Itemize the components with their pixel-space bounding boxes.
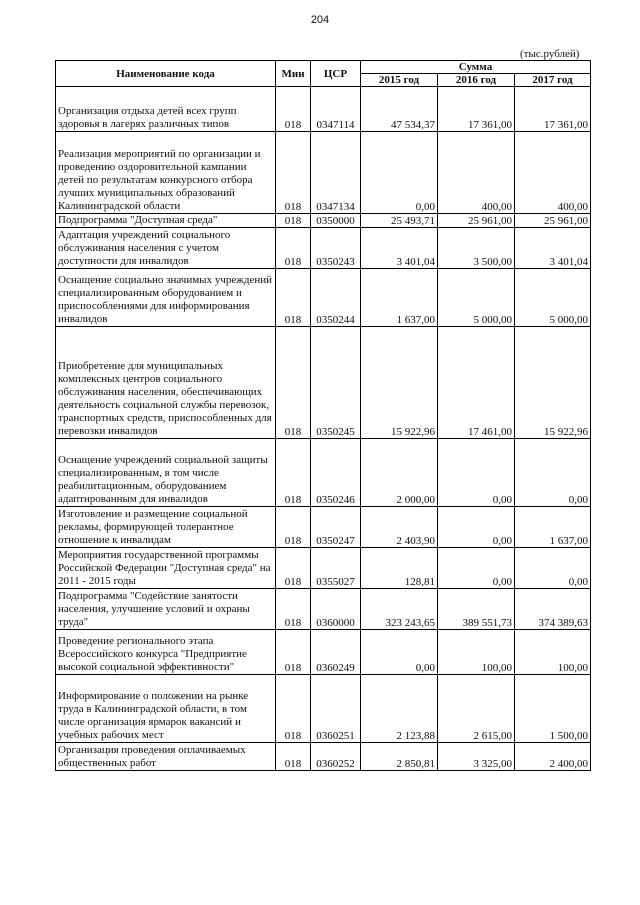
row-csr: 0350243 bbox=[311, 228, 361, 269]
row-min: 018 bbox=[276, 327, 311, 439]
row-2017: 100,00 bbox=[515, 630, 591, 675]
row-2015: 128,81 bbox=[361, 548, 438, 589]
row-csr: 0347114 bbox=[311, 87, 361, 132]
row-csr: 0350246 bbox=[311, 439, 361, 507]
row-min: 018 bbox=[276, 228, 311, 269]
row-csr: 0347134 bbox=[311, 132, 361, 214]
row-min: 018 bbox=[276, 132, 311, 214]
table-row bbox=[56, 214, 591, 228]
header-csr: ЦСР bbox=[311, 61, 361, 87]
row-csr: 0360000 bbox=[311, 589, 361, 630]
row-csr: 0360249 bbox=[311, 630, 361, 675]
row-name: Подпрограмма "Содействие занятости населения, улучшение условий и охраны труда" bbox=[56, 589, 276, 630]
row-csr: 0355027 bbox=[311, 548, 361, 589]
row-name: Реализация мероприятий по организации и проведению оздоровительной кампании детей по результатам конкурсного отбора лучших муниципальных образований Калининградской области bbox=[56, 132, 276, 214]
table-row bbox=[56, 87, 591, 132]
row-2016: 2 615,00 bbox=[438, 675, 515, 743]
row-name: Организация проведения оплачиваемых общественных работ bbox=[56, 743, 276, 771]
row-name: Оснащение учреждений социальной защиты специализированным, в том числе реабилитационным, оборудованием адаптированным для инвалидов bbox=[56, 439, 276, 507]
row-2016: 5 000,00 bbox=[438, 269, 515, 327]
row-min: 018 bbox=[276, 675, 311, 743]
row-2016: 17 361,00 bbox=[438, 87, 515, 132]
row-2017: 3 401,04 bbox=[515, 228, 591, 269]
row-csr: 0350000 bbox=[311, 214, 361, 228]
row-2016: 0,00 bbox=[438, 439, 515, 507]
table-row bbox=[56, 743, 591, 771]
row-min: 018 bbox=[276, 214, 311, 228]
row-name: Изготовление и размещение социальной рекламы, формирующей толерантное отношение к инвалидам bbox=[56, 507, 276, 548]
table-row bbox=[56, 675, 591, 743]
page-number: 204 bbox=[310, 14, 330, 26]
row-name: Мероприятия государственной программы Российской Федерации "Доступная среда" на 2011 - 2015 годы bbox=[56, 548, 276, 589]
table-row bbox=[56, 132, 591, 214]
row-csr: 0350244 bbox=[311, 269, 361, 327]
table-row bbox=[56, 269, 591, 327]
row-name: Приобретение для муниципальных комплексных центров социального обслуживания населения, обеспечивающих деятельность социальной службы перевозок, транспортных средств, приспособленных для перевозки инвалидов bbox=[56, 327, 276, 439]
header-min: Мин bbox=[276, 61, 311, 87]
row-2016: 389 551,73 bbox=[438, 589, 515, 630]
row-2016: 25 961,00 bbox=[438, 214, 515, 228]
row-2015: 0,00 bbox=[361, 132, 438, 214]
row-2016: 0,00 bbox=[438, 507, 515, 548]
row-2015: 1 637,00 bbox=[361, 269, 438, 327]
row-min: 018 bbox=[276, 548, 311, 589]
table-row bbox=[56, 548, 591, 589]
row-csr: 0360251 bbox=[311, 675, 361, 743]
row-2015: 2 850,81 bbox=[361, 743, 438, 771]
table-row bbox=[56, 589, 591, 630]
row-name: Информирование о положении на рынке труда в Калининградской области, в том числе организация ярмарок вакансий и учебных рабочих мест bbox=[56, 675, 276, 743]
row-name: Оснащение социально значимых учреждений специализированным оборудованием и приспособлениями для информирования инвалидов bbox=[56, 269, 276, 327]
row-min: 018 bbox=[276, 87, 311, 132]
row-2016: 100,00 bbox=[438, 630, 515, 675]
row-2017: 0,00 bbox=[515, 439, 591, 507]
row-2016: 0,00 bbox=[438, 548, 515, 589]
header-2015: 2015 год bbox=[361, 74, 438, 87]
row-2016: 3 325,00 bbox=[438, 743, 515, 771]
row-min: 018 bbox=[276, 439, 311, 507]
row-min: 018 bbox=[276, 630, 311, 675]
row-2017: 25 961,00 bbox=[515, 214, 591, 228]
row-2017: 400,00 bbox=[515, 132, 591, 214]
table-row bbox=[56, 327, 591, 439]
row-name: Подпрограмма "Доступная среда" bbox=[56, 214, 276, 228]
row-name: Проведение регионального этапа Всероссийского конкурса "Предприятие высокой социальной эффективности" bbox=[56, 630, 276, 675]
row-2017: 2 400,00 bbox=[515, 743, 591, 771]
header-2017: 2017 год bbox=[515, 74, 591, 87]
budget-table bbox=[55, 60, 591, 771]
row-2015: 2 123,88 bbox=[361, 675, 438, 743]
row-csr: 0360252 bbox=[311, 743, 361, 771]
row-2015: 3 401,04 bbox=[361, 228, 438, 269]
row-2015: 0,00 bbox=[361, 630, 438, 675]
row-2017: 374 389,63 bbox=[515, 589, 591, 630]
table-row bbox=[56, 228, 591, 269]
row-min: 018 bbox=[276, 507, 311, 548]
row-2017: 1 500,00 bbox=[515, 675, 591, 743]
row-2015: 323 243,65 bbox=[361, 589, 438, 630]
units-label: (тыс.рублей) bbox=[520, 48, 580, 60]
row-csr: 0350247 bbox=[311, 507, 361, 548]
row-csr: 0350245 bbox=[311, 327, 361, 439]
row-2017: 5 000,00 bbox=[515, 269, 591, 327]
row-name: Организация отдыха детей всех групп здоровья в лагерях различных типов bbox=[56, 87, 276, 132]
row-2017: 0,00 bbox=[515, 548, 591, 589]
row-2015: 47 534,37 bbox=[361, 87, 438, 132]
header-name: Наименование кода bbox=[56, 61, 276, 87]
row-min: 018 bbox=[276, 589, 311, 630]
row-2017: 15 922,96 bbox=[515, 327, 591, 439]
row-2017: 1 637,00 bbox=[515, 507, 591, 548]
row-2016: 400,00 bbox=[438, 132, 515, 214]
table-row bbox=[56, 630, 591, 675]
table-row bbox=[56, 439, 591, 507]
row-min: 018 bbox=[276, 269, 311, 327]
header-sum: Сумма bbox=[361, 61, 591, 74]
row-2015: 15 922,96 bbox=[361, 327, 438, 439]
row-min: 018 bbox=[276, 743, 311, 771]
row-2015: 2 403,90 bbox=[361, 507, 438, 548]
table-row bbox=[56, 507, 591, 548]
row-name: Адаптация учреждений социального обслуживания населения с учетом доступности для инвалидов bbox=[56, 228, 276, 269]
header-2016: 2016 год bbox=[438, 74, 515, 87]
row-2016: 3 500,00 bbox=[438, 228, 515, 269]
row-2015: 2 000,00 bbox=[361, 439, 438, 507]
row-2015: 25 493,71 bbox=[361, 214, 438, 228]
row-2017: 17 361,00 bbox=[515, 87, 591, 132]
row-2016: 17 461,00 bbox=[438, 327, 515, 439]
